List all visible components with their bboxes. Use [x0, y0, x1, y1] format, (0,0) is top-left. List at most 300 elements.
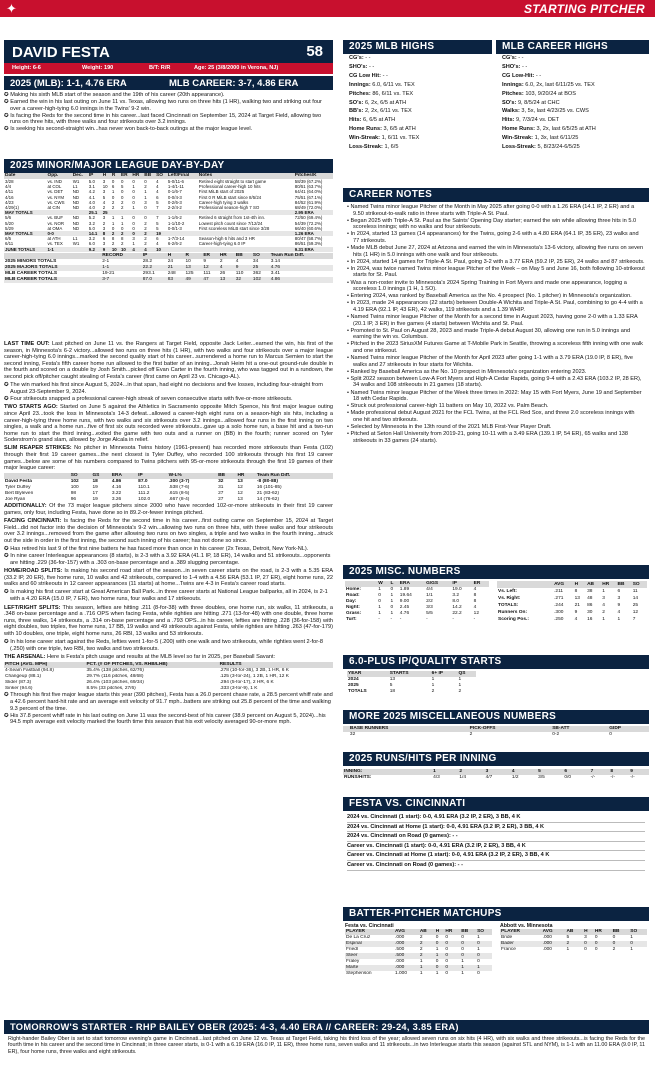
table-row [497, 588, 647, 595]
cell: -/- [610, 775, 615, 780]
cell: 21 (83-62) [256, 491, 279, 497]
cell: 0 [390, 587, 394, 592]
cell: 4.1 [88, 194, 95, 200]
cell: 2025 MINORS TOTALS [5, 258, 57, 264]
cell: 4/4 [426, 587, 433, 592]
note-bullet: ✪ In nine career Interleague appearances (8 starts), is 2-3 with a 3.92 ERA (41.1 IP, 18 ER), 14 walks and 51 strikeouts...opponents are hitting .229 (36-for-157) with a .303 on-base percentage and a .389 slugging percentage. [4, 552, 331, 566]
cell: France [501, 947, 516, 953]
cell: 25 [632, 602, 639, 608]
cell: 2 [431, 689, 435, 694]
home-road-splits: HOME/ROAD SPLITS: Is making his second road start of the season...in seven career starts on the road, is 2-3 with a 5.35 ERA (33.2 IP, 20 ER), five home runs, 10 walks and 42 strikeouts, compared to 1-4 with a 4.56 ERA (53.1 IP, 27 ER), eight home runs, 22 walks and 60 strikeouts in 12 career appearances (11 starts) at home...Twins are 4-3 in Festa's career road starts. [4, 568, 333, 588]
column-header: L [390, 581, 394, 586]
cell: 3 [602, 595, 605, 601]
career-note: • Split 2022 season between Low-A Fort Myers and High-A Cedar Rapids, going 9-4 with a 2.43 ERA (103.2 IP, 28 ER), 34 walks and 108 strikeouts in 21 games (18 starts). [347, 375, 642, 389]
cell: 1 [111, 189, 115, 195]
cell: 125 [185, 270, 194, 276]
cell: .667 (8-4) [168, 497, 190, 503]
player-number: 58 [306, 43, 323, 60]
table-row [500, 947, 647, 953]
cell: 4.76 [399, 611, 410, 616]
cell: Home: [346, 587, 361, 592]
cell: 3.1 [88, 184, 95, 190]
cell: 1 [630, 935, 633, 941]
cell: 5-0/11-6 [167, 179, 184, 184]
highs-label: Loss-Streak: [502, 144, 536, 151]
highs-label: CG Low Hit: [349, 72, 382, 79]
cell: 3 [132, 236, 135, 242]
highs-label: CG's: [502, 55, 517, 61]
more-title: MORE 2025 MISCELLANEOUS NUMBERS [343, 710, 649, 724]
highs-value: 9, 7/3/24 vs. DET [514, 117, 560, 124]
cell: 0 [111, 225, 115, 231]
cell: 5.0 [88, 179, 95, 184]
column-header: BB [235, 252, 243, 258]
cell: Road: [346, 593, 360, 598]
cell: vs. CWS [47, 199, 65, 205]
cell: 1 [435, 947, 439, 953]
cell: 0 [132, 220, 135, 226]
cell: Lowest pitch count since 7/12/24 [198, 220, 263, 226]
cell: 1 [461, 959, 464, 965]
cell: 2 [144, 241, 147, 247]
column-header: 2 [459, 769, 463, 774]
note-bullet: ✪ Through his first five major league starts this year (390 pitches), Festa has a 26.0 percent chase rate, a 28.5 percent whiff rate and a 42.6 percent hard-hit rate and an average exit velocity of 91.7 mph...batters are striking out 25.8 percent of the time and walking 9.3 percent of the time. [4, 692, 333, 712]
cell: 2 [144, 184, 147, 190]
cell: 13 [389, 677, 396, 682]
column-header: 6+ IP [431, 671, 443, 676]
column-header: H [584, 929, 588, 935]
cell: 30 [587, 609, 593, 615]
cell: 12 [203, 264, 209, 270]
cell: Changeup (88.1) [5, 674, 42, 680]
cell: 2 [602, 609, 605, 615]
cell: 13 [237, 479, 243, 485]
highs-row [343, 54, 492, 63]
cell: .333 (3-for-9), 1 K [219, 686, 258, 692]
more-misc [343, 710, 649, 752]
cell: 1 [458, 677, 462, 682]
column-header: H [435, 929, 440, 935]
cell: 100 [70, 485, 79, 491]
highs-row [496, 72, 649, 81]
cell: 111.2 [138, 491, 150, 497]
cell: 22.2 [142, 264, 153, 270]
bpm-left-title: Festa vs. Cincinnati [345, 923, 394, 929]
totals-table [4, 253, 333, 283]
cell: W1 [72, 241, 80, 247]
cell: 0 [477, 971, 480, 977]
cell: 0 [461, 941, 464, 947]
facing-cincinnati: FACING CINCINNATI: Is facing the Reds for the second time in his career...first outing came on September 15, 2024 at Target Field...did not factor into the decision of Minnesota's 9-2 win...allowing two runs on three hits, with three walks and four strikeouts over 3.2 innings...removed from the game after allowing two runs on two singles, a triple and two walks in the fourth inning...struck out the side in order in the first inning, the second such inning of his career; has not done so since. [4, 517, 333, 544]
cell: 12 [632, 609, 639, 615]
cell: 0-0/1-3 [167, 225, 182, 231]
cell: 0 [378, 599, 381, 604]
cell: vs. DET [47, 189, 64, 195]
strikeout-comparison-table [4, 473, 333, 503]
left-right-splits: LEFT/RIGHT SPLITS: This season, lefties are hitting .211 (8-for-38) with three doubles, one home run, six walks, 11 strikeouts, a .348 on-base percentage and a .716 OPS when facing Festa, while righties are hitting .271 (13-for-48) with one double, three home runs, three walks, 14 strikeouts, a .314 on-base percentage and a .793 OPS...in his career, lefties are hitting .228 (36-for-158) with eight doubles, two triples, five home runs, 17 BB, 19 walks and 49 strikeouts against Festa, while righties are hitting .263 (47-for-179) with 10 doubles, one triple, eight home runs, 26 RBI, 13 walks and 53 strikeouts. [4, 604, 333, 637]
cell: 0 [144, 215, 147, 221]
cell: 11 [632, 588, 638, 594]
cell: 0 [612, 935, 616, 941]
bpm-title: BATTER-PITCHER MATCHUPS [343, 907, 649, 921]
cell: at ATH [47, 236, 61, 242]
column-header: STARTS [389, 671, 409, 676]
cell: 84/52 (61.9%) [294, 199, 323, 205]
cell: 1 [144, 189, 147, 195]
note-bullet: ✪ Four strikeouts snapped a professional career-high streak of seven consecutive starts with five-or-more strikeouts. [4, 395, 293, 402]
cell: 6/5 [5, 236, 12, 242]
cell: 3.2 [452, 593, 460, 598]
festa-vs-cin [343, 797, 649, 917]
column-header: 5 [538, 769, 541, 774]
cell: 32 [218, 479, 224, 485]
cell: ND [72, 220, 80, 226]
highs-value: 3, 6/5 at ATH [381, 126, 416, 133]
cell: 0 [435, 935, 439, 941]
cell: .000 [394, 941, 405, 947]
column-header: Left/Final [167, 173, 190, 178]
highs-row [343, 134, 492, 143]
cell: 102 [252, 276, 261, 282]
cell: 5/5 [426, 611, 433, 616]
cell: 6 [156, 236, 159, 242]
cell: 0-2 [552, 732, 560, 737]
column-header: Notes [198, 173, 213, 178]
cell: 25 [102, 210, 108, 216]
cell: 2.45 [399, 605, 410, 610]
cell: 3 [102, 225, 106, 231]
cell: 27 [218, 491, 224, 497]
highs-row [343, 81, 492, 90]
cell: 4 [473, 587, 477, 592]
cell: Season-high 6 hits and 3 HR [198, 236, 255, 242]
cell: 3 [102, 189, 106, 195]
vs-row: 2024 vs. Cincinnati on Road (0 games): - - [347, 832, 645, 842]
cell: 4.86 [111, 479, 122, 485]
column-header: SO [70, 473, 78, 479]
column-header: G/GS [426, 581, 439, 586]
career-note: • Entering 2024, was ranked by Baseball America as the No. 4 prospect (No. 1 pitcher) in Minnesota's organization. [347, 293, 632, 300]
cell: 1 [132, 241, 135, 247]
cell: 5.0 [88, 225, 95, 231]
cell: 7 [156, 205, 159, 211]
cell: 19 [92, 485, 98, 491]
column-header: HR [445, 929, 453, 935]
highs-row [343, 72, 492, 81]
career-line: MLB CAREER: 3-7, 4.86 ERA [169, 78, 299, 89]
cell: 3 [584, 935, 587, 941]
cell: 4 [102, 199, 106, 205]
cell: 0 [120, 179, 124, 184]
cell: 10 [102, 184, 108, 190]
column-header [497, 581, 553, 588]
cell: 0/0 [564, 775, 572, 780]
column-header: SO [477, 929, 485, 935]
cell: 0 [111, 179, 115, 184]
cell: 0-1/6-7 [167, 189, 182, 195]
table-row [497, 616, 647, 623]
cell: 4 [617, 609, 621, 615]
career-note: • In 2024, started 13 games (14 appearances) for the Twins, going 2-6 with a 4.80 ERA (64.1 IP, 35 ER), 23 walks and 77 strikeouts. [347, 231, 639, 244]
cell: 1 [630, 947, 633, 953]
cell: 1-4/1-11 [167, 184, 184, 190]
cell: 0 [132, 189, 135, 195]
cell: 2 [102, 205, 106, 211]
cell: 1 [132, 184, 135, 190]
column-header: AVG [554, 581, 565, 587]
cell: Tyler Duffey [5, 485, 31, 491]
cell: - [390, 617, 393, 622]
cell: 1 [144, 194, 147, 200]
career-highs-title: MLB CAREER HIGHS [496, 40, 649, 54]
cell: 32 [349, 732, 356, 737]
highs-row [343, 143, 492, 152]
cell: 5 [156, 225, 159, 231]
cell: 1 [120, 215, 124, 221]
cell: De La Cruz [346, 935, 371, 941]
highs-label: SO's: [349, 99, 364, 106]
cell: 2-1 [102, 258, 110, 264]
cell: .538 (7-6) [168, 485, 190, 491]
cell: 3/5 [538, 775, 545, 780]
highs-label: Loss-Streak: [349, 144, 383, 151]
cell: 4.76 [270, 264, 281, 270]
cell: 28.2 [142, 258, 153, 264]
cell: .500 [394, 947, 405, 953]
cell: 0 [612, 941, 616, 947]
highs-label: Innings: [502, 81, 524, 88]
header-row [497, 581, 647, 588]
cell: 9.00 [399, 599, 410, 604]
cell: 1 [431, 683, 435, 688]
cell: 0 [111, 194, 115, 200]
cell: TOTALS [348, 689, 367, 694]
cell: 3 [617, 595, 621, 601]
cell: .244 [554, 602, 564, 608]
column-header: AVG [542, 929, 553, 935]
highs-label: BB's: [349, 108, 364, 115]
career-note: • Pitched in the 2023 SiriusXM Futures Game at T-Mobile Park in Seattle, throwing a scoreless fifth inning with one walk and one strikeout. [347, 341, 643, 354]
cell: 0 [584, 947, 587, 953]
cell: 1 [419, 959, 423, 965]
highs-value: 3, 2x, last 6/5/25 at ATH [534, 126, 596, 133]
cell: - [473, 617, 476, 622]
cell: 0 [120, 194, 124, 200]
cell: 1/4 [459, 775, 467, 780]
cell: 2025 [348, 683, 359, 688]
highs-row [343, 125, 492, 134]
cell: 66/40 (60.6%) [294, 225, 323, 231]
cell: 1-7/3-14 [167, 236, 185, 242]
column-header: H [102, 173, 107, 178]
column-header: IP [88, 173, 94, 178]
career-note: • Named Twins minor league Pitcher of the Month for April 2023 after going 1-1 with a 3.79 ERA (19.0 IP, 8 ER), five walks and 27 strikeouts in four starts for Wichita. [347, 355, 633, 368]
cell: 86 [587, 602, 593, 608]
cell: 1 [111, 215, 115, 221]
career-note: • Was a non-roster invite to Minnesota's 2024 Spring Training in Fort Myers and made one appearance, logging a scoreless 1.0 innings (1 H, 1 SO). [347, 279, 627, 293]
column-header: Team Run Diff. [256, 473, 291, 479]
cell: 1 [390, 611, 394, 616]
highs-value: - - [363, 55, 371, 61]
column-header: SO [252, 252, 260, 258]
column-header: 9 [630, 769, 633, 774]
cell: .000 [542, 935, 552, 941]
cell: 2 [120, 241, 124, 247]
cell: 0 [445, 965, 449, 971]
highs-value: 1, 3x, last 6/11/25 [533, 135, 579, 142]
cell: 87.0 [142, 276, 153, 282]
cell: L1 [72, 184, 78, 190]
cell: Joe Ryan [5, 497, 26, 503]
cell: 9 [617, 602, 621, 608]
cell: 1 [477, 935, 480, 941]
cell: 2 [120, 199, 124, 205]
cell: 1 [477, 965, 480, 971]
cell: 0-0/4-3 [167, 194, 182, 200]
column-header: BB [612, 929, 620, 935]
cell: 5 [389, 683, 393, 688]
cell: 0 [132, 225, 135, 231]
highs-row [496, 143, 649, 152]
cell: at COL [47, 184, 62, 190]
column-header: AB [419, 929, 427, 935]
career-note: • Ranked by Baseball America as the No. 10 prospect in Minnesota's organization entering 2023. [347, 368, 587, 375]
cell: 2 [144, 220, 147, 226]
table-row [345, 971, 492, 977]
highs-value: 3, 5x, last 4/23/25 vs. CWS [519, 108, 589, 115]
cell: .500 [394, 953, 405, 959]
cell: 31 [218, 485, 224, 491]
cell: 0 [120, 189, 124, 195]
cell: 3.22 [111, 491, 122, 497]
slim-reaper: SLIM REAPER STRIKES: No pitcher in Minnesota Twins history (1961-present) has recorded more strikeouts than Festa (102) through their first 19 career games...the next closest is Tyler Duffey, who recorded 100 strikeouts through his first 19 career games...below are some of his numbers compared to Twins pitchers with 95-or-more strikeouts through the first 19 games of their major league career: [4, 445, 333, 472]
career-note: • Promoted to St. Paul on August 28, 2023 and made Triple-A debut August 30, allowing one run in 5.0 innings and earning the win vs. Columbus. [347, 327, 631, 341]
cell: 5.2 [88, 215, 95, 221]
column-header: QS [458, 671, 466, 676]
cell: 0 [435, 965, 439, 971]
career-note: • Named Twins minor league Pitcher of the Month in May 2025 after going 0-0 with a 1.26 ERA (14.1 IP, 2 ER) and a 9.50 strikeout-to-walk ratio in three starts with Triple-A St. Paul. [347, 204, 635, 217]
highs-label: CG Low-Hit: [502, 72, 535, 79]
cell: -/- [590, 775, 596, 780]
tomorrow-starter [4, 1020, 649, 1057]
cell: 1-1 [47, 246, 54, 252]
more-table [343, 726, 649, 738]
player-bio-bar [4, 63, 333, 74]
cell: 0 [594, 935, 598, 941]
cell: MAY TOTALS [5, 231, 33, 237]
cell: 35.4% (138 pitches, 62/76) [86, 668, 144, 674]
cell: Slider (87.3) [5, 680, 32, 686]
cell: ND [72, 225, 80, 231]
vs-row: Career vs. Cincinnati at Home (1 start): 0-0, 4.91 ERA (3.2 IP, 2 ER), 3 BB, 4 K [347, 851, 645, 861]
bats-throws: B/T: R/R [149, 65, 171, 71]
column-header: YEAR [348, 671, 362, 676]
table-row [347, 689, 476, 695]
cell: 9.2 [88, 246, 95, 252]
bpm-left-table [345, 929, 492, 977]
cell: 2 [111, 231, 115, 237]
cell: 5/20 [5, 220, 14, 226]
arsenal-table [4, 662, 333, 692]
cell: .250 [554, 616, 564, 622]
cell: 0 [435, 941, 439, 947]
column-header: HR [237, 473, 245, 479]
cell: vs. NYM [47, 194, 65, 200]
cell: - [399, 617, 402, 622]
column-header: AB [566, 929, 574, 935]
highs-value: 5, 8/23/24-6/5/25 [535, 144, 580, 151]
cell: 27 [218, 497, 224, 503]
column-header: PCT. (# OF PITCHES, VS. RHB/LHB) [86, 662, 168, 668]
cell: .000 [542, 941, 552, 947]
column-header: BASE RUNNERS [349, 726, 389, 731]
runs-hits-title: 2025 RUNS/HITS PER INNING [343, 752, 649, 766]
cell: 2 [144, 236, 147, 242]
cell: 3.2 [88, 220, 95, 226]
cell: 2 [419, 953, 423, 959]
season-line: 2025 (MLB): 1-1, 4.76 ERA [10, 78, 127, 89]
highs-label: Hits: [502, 117, 515, 124]
column-header: R [185, 252, 189, 258]
cell: 8 [111, 236, 115, 242]
cell: 4/7 [485, 775, 493, 780]
column-header: SB-ATT [552, 726, 570, 731]
cell: Friedl [346, 947, 358, 953]
cell: 0 [132, 199, 135, 205]
cell: 9.31 ERA [294, 246, 314, 252]
section-title: STARTING PITCHER [523, 2, 645, 16]
cell: First 0 R MiLB start since 8/5/24 [198, 194, 262, 200]
cell: 13 [219, 276, 226, 282]
cell: 4/29(1) [5, 205, 19, 211]
cell: 1.89 [399, 587, 410, 592]
vs-row: 2024 vs. Cincinnati (1 start): 0-0, 4.91 ERA (3.2 IP, 2 ER), 3 BB, 4 K [347, 813, 645, 823]
cell: 19.64 [399, 593, 412, 598]
column-header: RESULTS [219, 662, 242, 668]
column-header: H [167, 252, 172, 258]
highs-label: Hits: [349, 117, 362, 124]
highs-label: SHO's: [502, 63, 521, 70]
cell: 2 [419, 947, 423, 953]
column-header: 1 [433, 769, 436, 774]
cell: ND [72, 194, 80, 200]
cell: 26 [219, 270, 226, 276]
cell: 17 [92, 491, 98, 497]
cell: 3 [144, 199, 147, 205]
table-row [497, 595, 647, 602]
cell: 4.86 [270, 276, 281, 282]
cell: 9 [574, 609, 578, 615]
cell: 13 [237, 497, 243, 503]
cell: 1/2 [511, 775, 519, 780]
cell: 0 [445, 971, 449, 977]
cell: ND [72, 205, 80, 211]
cell: 10 [156, 246, 161, 252]
cell: 3.26 [111, 497, 122, 503]
cell: 1 [458, 683, 462, 688]
career-note: • Pitched at Seton Hall University from 2019-21, going 10-11 with a 3.49 ERA (139.1 IP, 54 ER), 65 walks and 138 strikeouts in 33 games (24 starts). [347, 431, 628, 444]
cell: 10 [120, 246, 126, 252]
cell: 1-1/6-2 [167, 215, 182, 221]
cell: 1-1/10-2 [167, 220, 185, 226]
cell: 2 [612, 947, 616, 953]
cell: 1 [435, 953, 439, 959]
cell: 1.000 [394, 971, 407, 977]
cell: 4.0 [88, 205, 95, 211]
cell: MLB CAREER TOTALS [5, 276, 58, 282]
cell: Career-high-tying 6.0 IP [198, 241, 246, 247]
highs-label: Home Runs: [502, 126, 535, 133]
